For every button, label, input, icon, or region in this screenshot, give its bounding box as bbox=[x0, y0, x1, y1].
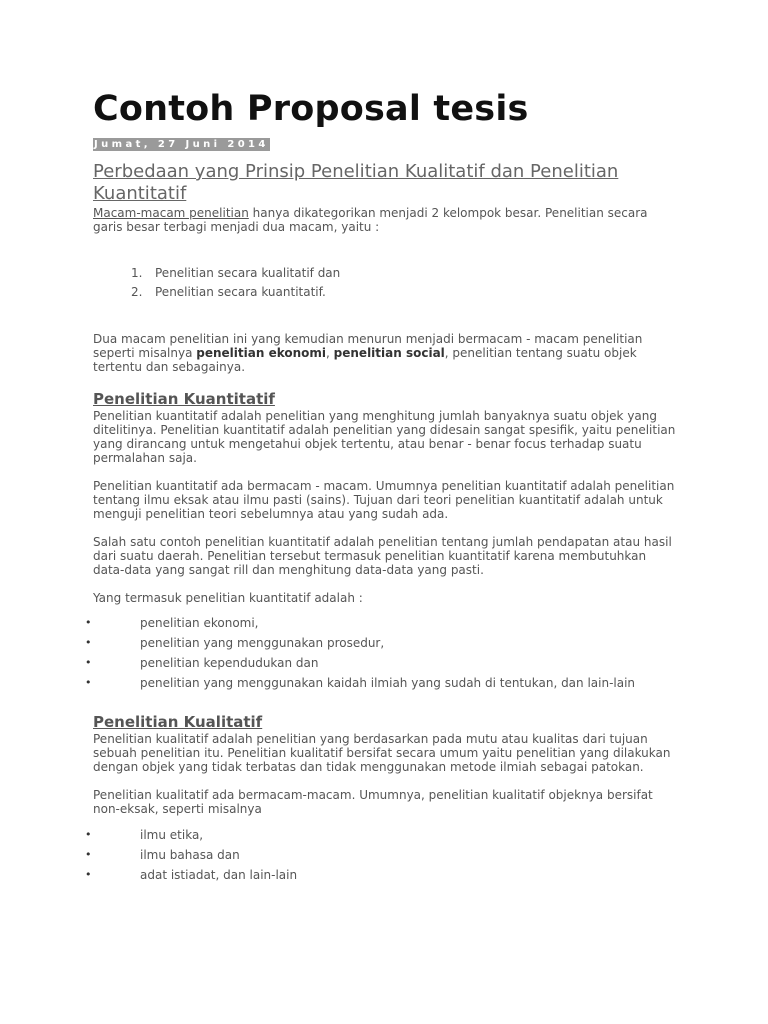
kuantitatif-paragraph-3: Salah satu contoh penelitian kuantitatif adalah penelitian tentang jumlah pendapatan atau hasil dari suatu daerah. Penelitian tersebut termasuk penelitian kuantitatif karena membutuhkan data-data yang sangat rill dan menghitung data-data yang pasti. bbox=[93, 535, 672, 577]
types-text-sep: , bbox=[326, 346, 334, 360]
kualitatif-paragraph-1: Penelitian kualitatif adalah penelitian yang berdasarkan pada mutu atau kualitas dari tujuan sebuah penelitian itu. Penelitian kualitatif bersifat secara umum yaitu penelitian yang dilakukan dengan objek yang tidak terbatas dan tidak menggunakan metode ilmiah sebagai patokan. bbox=[93, 732, 671, 774]
bullet-icon: • bbox=[85, 656, 92, 669]
numbered-list bbox=[93, 264, 678, 302]
list-item bbox=[93, 264, 678, 283]
bullet-icon: • bbox=[85, 636, 92, 649]
list-item bbox=[85, 633, 670, 653]
list-item bbox=[85, 865, 670, 885]
list-item-text: penelitian yang menggunakan prosedur, bbox=[140, 636, 385, 650]
kuantitatif-paragraph-1: Penelitian kuantitatif adalah penelitian yang menghitung jumlah banyaknya suatu objek yang ditelitinya. Penelitian kuantitatif adalah penelitian yang didesain sangat spesifik, yaitu penelitian yang dirancang untuk mengetahui objek tertentu, atau benar - benar focus terhadap suatu permalahan saja. bbox=[93, 409, 676, 465]
section-heading-kualitatif: Penelitian Kualitatif bbox=[93, 713, 263, 731]
bullet-icon: • bbox=[85, 868, 92, 881]
post-title[interactable]: Perbedaan yang Prinsip Penelitian Kualitatif dan Penelitian Kuantitatif bbox=[93, 161, 619, 204]
bullet-icon: • bbox=[85, 848, 92, 861]
types-text-d: , penelitian tentang suatu objek tertentu dan sebagainya. bbox=[93, 346, 637, 374]
list-item-text: penelitian kependudukan dan bbox=[140, 656, 319, 670]
document-page bbox=[85, 86, 678, 885]
kuantitatif-paragraph-4: Yang termasuk penelitian kuantitatif adalah : bbox=[93, 591, 363, 605]
types-text-a: Dua macam penelitian ini yang kemudian menurun menjadi bermacam - macam penelitian seperti misalnya bbox=[93, 332, 643, 360]
list-item bbox=[85, 845, 670, 865]
types-paragraph bbox=[93, 332, 678, 374]
list-item bbox=[85, 673, 670, 693]
list-item-text: ilmu etika, bbox=[140, 828, 204, 842]
bullet-icon: • bbox=[85, 828, 92, 841]
list-item bbox=[93, 283, 678, 302]
bullet-icon: • bbox=[85, 676, 92, 689]
bold-penelitian-social: penelitian social bbox=[333, 346, 445, 360]
list-number: 1. bbox=[131, 266, 143, 280]
bullet-icon: • bbox=[85, 616, 92, 629]
date-row bbox=[93, 132, 678, 151]
list-item bbox=[85, 613, 670, 633]
list-item-text: penelitian ekonomi, bbox=[140, 616, 259, 630]
list-item-text: Penelitian secara kualitatif dan bbox=[155, 266, 341, 280]
list-item bbox=[85, 653, 670, 673]
list-item bbox=[85, 825, 670, 845]
bold-penelitian-ekonomi: penelitian ekonomi bbox=[196, 346, 327, 360]
intro-text: hanya dikategorikan menjadi 2 kelompok besar. Penelitian secara garis besar terbagi menjadi dua macam, yaitu : bbox=[93, 206, 648, 234]
document-title: Contoh Proposal tesis bbox=[93, 89, 529, 129]
list-item-text: Penelitian secara kuantitatif. bbox=[155, 285, 326, 299]
list-item-text: ilmu bahasa dan bbox=[140, 848, 240, 862]
macam-penelitian-link[interactable]: Macam-macam penelitian bbox=[93, 206, 249, 220]
intro-paragraph bbox=[93, 206, 678, 234]
section-heading-kuantitatif: Penelitian Kuantitatif bbox=[93, 390, 275, 408]
list-number: 2. bbox=[131, 285, 143, 299]
list-item-text: penelitian yang menggunakan kaidah ilmiah yang sudah di tentukan, dan lain-lain bbox=[140, 676, 636, 690]
post-date: Jumat, 27 Juni 2014 bbox=[94, 139, 269, 150]
kualitatif-paragraph-2: Penelitian kualitatif ada bermacam-macam. Umumnya, penelitian kualitatif objeknya bersifat non-eksak, seperti misalnya bbox=[93, 788, 653, 816]
kuantitatif-paragraph-2: Penelitian kuantitatif ada bermacam - macam. Umumnya penelitian kuantitatif adalah penelitian tentang ilmu eksak atau ilmu pasti (sains). Tujuan dari teori penelitian kuantitatif adalah untuk menguji penelitian teori sebelumnya atau yang sudah ada. bbox=[93, 479, 675, 521]
list-item-text: adat istiadat, dan lain-lain bbox=[140, 868, 298, 882]
kuantitatif-bullet-list bbox=[85, 613, 670, 693]
kualitatif-bullet-list bbox=[85, 825, 670, 885]
